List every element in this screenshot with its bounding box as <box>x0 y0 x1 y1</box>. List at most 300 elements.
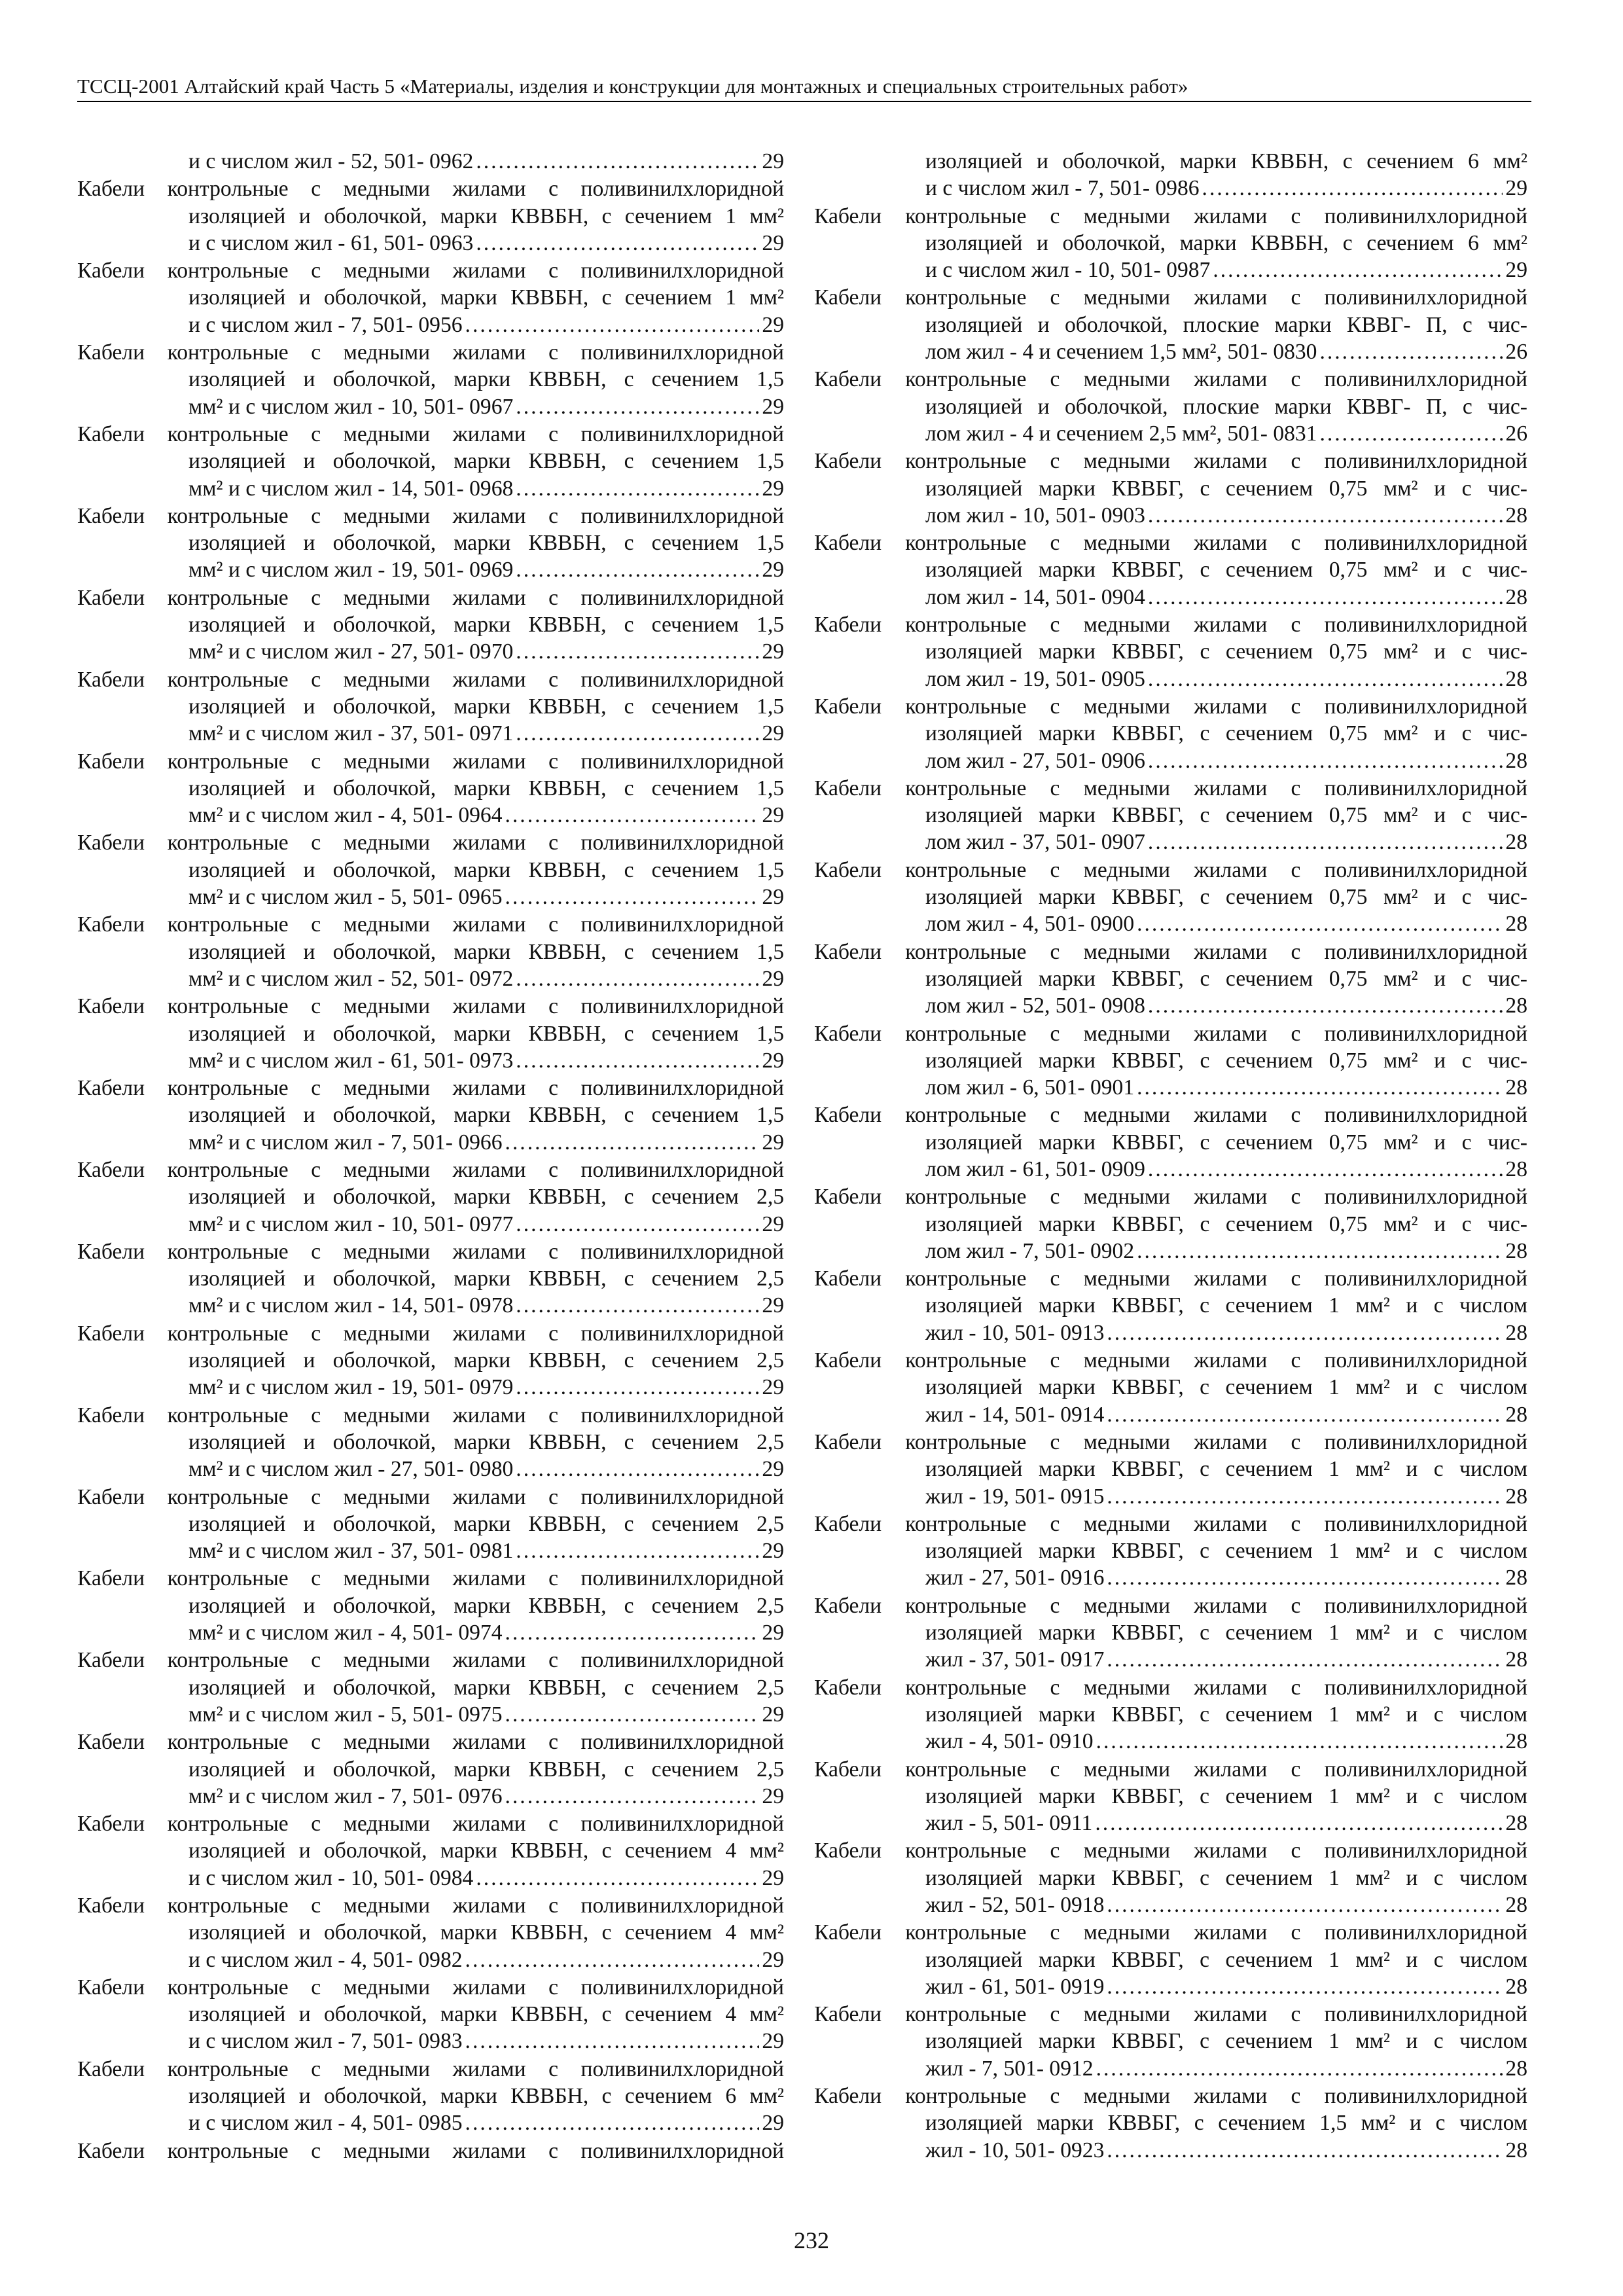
entry-text: мм² и с числом жил - 7, 501- 0966 <box>188 1130 503 1155</box>
entry-last-line <box>814 257 1527 283</box>
entry-page-ref: 29 <box>762 1457 784 1482</box>
entry-text: мм² и с числом жил - 14, 501- 0978 <box>188 1293 514 1318</box>
entry-title-line: Кабели контрольные с медными жилами с поливинилхлоридной <box>77 1812 784 1837</box>
entry-continuation-line: изоляцией марки КВВБГ, с сечением 1 мм² и с числом <box>925 1702 1527 1727</box>
entry-continuation-line: изоляцией марки КВВБГ, с сечением 1 мм² и с числом <box>925 2029 1527 2054</box>
entry-page-ref: 28 <box>1505 1566 1527 1590</box>
entry-text: лом жил - 7, 501- 0902 <box>925 1238 1135 1263</box>
entry-title-line: Кабели контрольные с медными жилами с поливинилхлоридной <box>814 694 1527 719</box>
dot-leader <box>516 393 759 420</box>
entry-continuation-line: изоляцией марки КВВБГ, с сечением 0,75 мм² и с чис- <box>925 885 1527 910</box>
entry-text: мм² и с числом жил - 4, 501- 0974 <box>188 1621 503 1645</box>
dot-leader <box>1148 502 1503 529</box>
entry-last-line <box>814 1564 1527 1591</box>
entry-last-line <box>814 1892 1527 1918</box>
index-entry <box>77 829 784 910</box>
index-entry <box>77 1157 784 1238</box>
entry-last-line <box>77 1701 784 1728</box>
entry-continuation-line: изоляцией и оболочкой, марки КВВБН, с сечением 1,5 <box>188 1021 784 1046</box>
entry-page-ref: 29 <box>762 1048 784 1073</box>
entry-continuation-line: изоляцией марки КВВБГ, с сечением 0,75 мм² и с чис- <box>925 1130 1527 1155</box>
entry-title-line: Кабели контрольные с медными жилами с поливинилхлоридной <box>77 422 784 446</box>
index-entry <box>77 2138 784 2164</box>
entry-text: лом жил - 61, 501- 0909 <box>925 1157 1145 1181</box>
entry-page-ref: 28 <box>1505 584 1527 609</box>
dot-leader <box>465 2109 760 2136</box>
entry-continuation-line: изоляцией и оболочкой, марки КВВБН, с сечением 1,5 <box>188 367 784 392</box>
entry-page-ref: 29 <box>1505 258 1527 283</box>
entry-title-line: Кабели контрольные с медными жилами с поливинилхлоридной <box>814 367 1527 392</box>
entry-page-ref: 29 <box>762 312 784 337</box>
entry-page-ref: 28 <box>1505 2056 1527 2081</box>
entry-last-line <box>77 312 784 338</box>
entry-page-ref: 28 <box>1505 1157 1527 1181</box>
dot-leader <box>1096 1728 1503 1755</box>
dot-leader <box>476 230 759 257</box>
entry-page-ref: 28 <box>1505 666 1527 691</box>
entry-continuation-line: изоляцией марки КВВБГ, с сечением 1 мм² и с числом <box>925 1621 1527 1645</box>
index-entry <box>77 175 784 257</box>
entry-last-line <box>814 666 1527 692</box>
dot-leader <box>1107 1401 1503 1428</box>
entry-text: мм² и с числом жил - 37, 501- 0981 <box>188 1539 514 1564</box>
entry-page-ref: 29 <box>762 1293 784 1318</box>
entry-title-line: Кабели контрольные с медными жилами с поливинилхлоридной <box>77 1566 784 1591</box>
entry-text: мм² и с числом жил - 10, 501- 0977 <box>188 1211 514 1236</box>
entry-title-line: Кабели контрольные с медными жилами с поливинилхлоридной <box>814 1757 1527 1782</box>
entry-title-line: Кабели контрольные с медными жилами с поливинилхлоридной <box>77 912 784 937</box>
dot-leader <box>1137 1238 1503 1265</box>
entry-last-line <box>77 556 784 583</box>
entry-continuation-line: изоляцией и оболочкой, плоские марки КВВГ- П, с чис- <box>925 394 1527 419</box>
entry-text: жил - 61, 501- 0919 <box>925 1974 1105 1999</box>
entry-last-line <box>814 1319 1527 1346</box>
dot-leader <box>505 1619 760 1646</box>
index-entry <box>77 1974 784 2055</box>
entry-text: мм² и с числом жил - 5, 501- 0975 <box>188 1702 503 1727</box>
entry-text: лом жил - 4 и сечением 2,5 мм², 501- 0831 <box>925 421 1317 446</box>
entry-page-ref: 28 <box>1505 1974 1527 1999</box>
dot-leader <box>1319 338 1503 365</box>
entry-page-ref: 29 <box>762 721 784 746</box>
entry-continuation-line: изоляцией марки КВВБГ, с сечением 1 мм² и с числом <box>925 1784 1527 1808</box>
index-entry <box>814 1183 1527 1265</box>
entry-title-line: Кабели контрольные с медными жилами с поливинилхлоридной <box>77 1321 784 1346</box>
entry-title-line: Кабели контрольные с медными жилами с поливинилхлоридной <box>77 259 784 283</box>
entry-last-line <box>77 393 784 420</box>
dot-leader <box>516 1047 759 1074</box>
entry-page-ref: 28 <box>1505 1647 1527 1672</box>
entry-last-line <box>814 992 1527 1019</box>
entry-title-line: Кабели контрольные с медными жилами с поливинилхлоридной <box>814 204 1527 228</box>
entry-page-ref: 28 <box>1505 912 1527 937</box>
entry-title-line: Кабели контрольные с медными жилами с поливинилхлоридной <box>77 1893 784 1918</box>
index-column-right <box>814 148 1527 2164</box>
entry-page-ref: 29 <box>1505 176 1527 201</box>
dot-leader <box>516 556 759 583</box>
entry-last-line <box>814 1156 1527 1183</box>
index-entry <box>814 1837 1527 1918</box>
entry-title-line: Кабели контрольные с медными жилами с поливинилхлоридной <box>814 1675 1527 1700</box>
entry-page-ref: 28 <box>1505 1893 1527 1917</box>
dot-leader <box>465 2028 760 2054</box>
index-entry <box>814 284 1527 365</box>
entry-title-line: Кабели контрольные с медными жилами с поливинилхлоридной <box>77 1484 784 1509</box>
entry-last-line <box>814 1074 1527 1101</box>
dot-leader <box>1137 910 1503 937</box>
entry-page-ref: 29 <box>762 1947 784 1972</box>
dot-leader <box>1213 257 1503 283</box>
entry-continuation-line: изоляцией марки КВВБГ, с сечением 0,75 мм² и с чис- <box>925 721 1527 746</box>
dot-leader <box>516 720 759 747</box>
entry-page-ref: 28 <box>1505 1238 1527 1263</box>
entry-page-ref: 28 <box>1505 1484 1527 1509</box>
entry-title-line: Кабели контрольные с медными жилами с поливинилхлоридной <box>814 1348 1527 1373</box>
index-entry <box>814 1592 1527 1674</box>
entry-last-line <box>77 2028 784 2054</box>
entry-last-line <box>814 1810 1527 1837</box>
entry-page-ref: 26 <box>1505 340 1527 365</box>
entry-text: лом жил - 10, 501- 0903 <box>925 503 1145 528</box>
index-entry <box>77 1729 784 1810</box>
entry-page-ref: 29 <box>762 230 784 255</box>
entry-continuation-line: изоляцией и оболочкой, плоские марки КВВГ- П, с чис- <box>925 312 1527 337</box>
entry-continuation-line: изоляцией и оболочкой, марки КВВБН, с сечением 2,5 <box>188 1511 784 1536</box>
entry-continuation-line: изоляцией марки КВВБГ, с сечением 1 мм² и с числом <box>925 1375 1527 1400</box>
dot-leader <box>1107 1319 1503 1346</box>
entry-title-line: Кабели контрольные с медными жилами с поливинилхлоридной <box>77 831 784 855</box>
entry-title-line: Кабели контрольные с медными жилами с поливинилхлоридной <box>77 1648 784 1673</box>
dot-leader <box>516 965 759 992</box>
index-entry <box>814 366 1527 447</box>
entry-text: и с числом жил - 10, 501- 0987 <box>925 258 1211 283</box>
entry-title-line: Кабели контрольные с медными жилами с поливинилхлоридной <box>814 1266 1527 1291</box>
entry-last-line <box>77 1456 784 1482</box>
entry-text: мм² и с числом жил - 27, 501- 0970 <box>188 639 514 664</box>
entry-continuation-line: изоляцией и оболочкой, марки КВВБН, с сечением 6 мм² <box>188 2084 784 2109</box>
entry-last-line <box>77 148 784 175</box>
entry-page-ref: 29 <box>762 476 784 501</box>
entry-title-line: Кабели контрольные с медными жилами с поливинилхлоридной <box>814 2084 1527 2109</box>
entry-page-ref: 28 <box>1505 748 1527 773</box>
entry-page-ref: 29 <box>762 1702 784 1727</box>
entry-title-line: Кабели контрольные с медными жилами с поливинилхлоридной <box>77 749 784 774</box>
entry-title-line: Кабели контрольные с медными жилами с поливинилхлоридной <box>814 1185 1527 1210</box>
entry-last-line <box>77 884 784 910</box>
entry-page-ref: 28 <box>1505 1320 1527 1345</box>
dot-leader <box>516 1374 759 1401</box>
entry-last-line <box>814 1646 1527 1673</box>
dot-leader <box>516 475 759 502</box>
entry-page-ref: 29 <box>762 1130 784 1155</box>
entry-text: жил - 37, 501- 0917 <box>925 1647 1105 1672</box>
index-entry <box>814 1347 1527 1428</box>
entry-last-line <box>77 638 784 665</box>
entry-continuation-line: изоляцией марки КВВБГ, с сечением 1,5 мм² и с числом <box>925 2111 1527 2136</box>
entry-text: мм² и с числом жил - 14, 501- 0968 <box>188 476 514 501</box>
dot-leader <box>465 1946 760 1973</box>
entry-title-line: Кабели контрольные с медными жилами с поливинилхлоридной <box>77 2138 784 2163</box>
entry-last-line <box>814 2137 1527 2164</box>
dot-leader <box>516 1292 759 1319</box>
entry-title-line: Кабели контрольные с медными жилами с поливинилхлоридной <box>814 2002 1527 2027</box>
entry-title-line: Кабели контрольные с медными жилами с поливинилхлоридной <box>77 2056 784 2081</box>
entry-continuation-line: изоляцией марки КВВБГ, с сечением 1 мм² и с числом <box>925 1865 1527 1890</box>
index-entry <box>77 911 784 992</box>
entry-text: и с числом жил - 4, 501- 0985 <box>188 2111 463 2136</box>
entry-text: и с числом жил - 52, 501- 0962 <box>188 149 474 173</box>
entry-last-line <box>814 1728 1527 1755</box>
index-entry <box>814 1511 1527 1592</box>
entry-page-ref: 29 <box>762 2029 784 2054</box>
entry-title-line: Кабели контрольные с медными жилами с поливинилхлоридной <box>77 1239 784 1264</box>
entry-continuation-line: изоляцией и оболочкой, марки КВВБН, с сечением 6 мм² <box>925 230 1527 255</box>
entry-last-line <box>814 338 1527 365</box>
index-entry <box>77 1238 784 1319</box>
entry-continuation-line: изоляцией и оболочкой, марки КВВБН, с сечением 2,5 <box>188 1266 784 1291</box>
entry-last-line <box>814 1483 1527 1510</box>
entry-page-ref: 28 <box>1505 2138 1527 2162</box>
index-entry <box>77 503 784 584</box>
entry-continuation-line: изоляцией и оболочкой, марки КВВБН, с сечением 1,5 <box>188 857 784 882</box>
entry-page-ref: 28 <box>1505 1811 1527 1836</box>
dot-leader <box>1096 2055 1503 2082</box>
entry-page-ref: 29 <box>762 885 784 910</box>
dot-leader <box>505 1129 760 1156</box>
entry-continuation-line: изоляцией и оболочкой, марки КВВБН, с сечением 1,5 <box>188 531 784 556</box>
index-entry <box>814 1919 1527 2000</box>
entry-text: мм² и с числом жил - 10, 501- 0967 <box>188 394 514 419</box>
index-entry <box>814 148 1527 202</box>
index-entry <box>814 529 1527 611</box>
entry-text: мм² и с числом жил - 19, 501- 0969 <box>188 558 514 583</box>
entry-continuation-line: изоляцией марки КВВБГ, с сечением 0,75 мм² и с чис- <box>925 1211 1527 1236</box>
entry-title-line: Кабели контрольные с медными жилами с поливинилхлоридной <box>814 1103 1527 1128</box>
entry-continuation-line: изоляцией марки КВВБГ, с сечением 1 мм² и с числом <box>925 1293 1527 1318</box>
entry-title-line: Кабели контрольные с медными жилами с поливинилхлоридной <box>77 177 784 202</box>
entry-continuation-line: изоляцией и оболочкой, марки КВВБН, с сечением 1,5 <box>188 776 784 800</box>
index-entry <box>814 2001 1527 2082</box>
entry-page-ref: 29 <box>762 1211 784 1236</box>
index-column-left <box>77 148 784 2165</box>
dot-leader <box>1137 1074 1503 1101</box>
entry-page-ref: 29 <box>762 803 784 828</box>
index-entry <box>814 1020 1527 1102</box>
entry-last-line <box>814 747 1527 774</box>
index-entry <box>77 1075 784 1156</box>
index-entry <box>77 2056 784 2137</box>
entry-text: мм² и с числом жил - 27, 501- 0980 <box>188 1457 514 1482</box>
entry-continuation-line: изоляцией марки КВВБГ, с сечением 0,75 мм² и с чис- <box>925 803 1527 828</box>
entry-text: жил - 27, 501- 0916 <box>925 1566 1105 1590</box>
entry-continuation-line: изоляцией марки КВВБГ, с сечением 0,75 мм² и с чис- <box>925 558 1527 583</box>
entry-continuation-line: изоляцией марки КВВБГ, с сечением 1 мм² и с числом <box>925 1539 1527 1564</box>
index-entry <box>77 1484 784 1565</box>
index-entry <box>814 1429 1527 1510</box>
entry-text: мм² и с числом жил - 37, 501- 0971 <box>188 721 514 746</box>
entry-page-ref: 29 <box>762 639 784 664</box>
entry-last-line <box>77 1865 784 1892</box>
entry-continuation-line: изоляцией марки КВВБГ, с сечением 1 мм² и с числом <box>925 1947 1527 1972</box>
entry-text: лом жил - 14, 501- 0904 <box>925 584 1145 609</box>
entry-title-line: Кабели контрольные с медными жилами с поливинилхлоридной <box>814 1920 1527 1945</box>
entry-last-line <box>814 1238 1527 1265</box>
entry-last-line <box>77 1292 784 1319</box>
entry-text: мм² и с числом жил - 5, 501- 0965 <box>188 885 503 910</box>
entry-continuation-line: изоляцией и оболочкой, марки КВВБН, с сечением 1,5 <box>188 449 784 474</box>
dot-leader <box>516 1537 759 1564</box>
entry-text: лом жил - 6, 501- 0901 <box>925 1075 1135 1100</box>
entry-title-line: Кабели контрольные с медными жилами с поливинилхлоридной <box>77 667 784 692</box>
entry-text: жил - 52, 501- 0918 <box>925 1893 1105 1917</box>
index-entry <box>77 148 784 175</box>
entry-page-ref: 29 <box>762 1865 784 1890</box>
dot-leader <box>1148 829 1503 855</box>
entry-page-ref: 29 <box>762 394 784 419</box>
page-number: 232 <box>794 2227 829 2253</box>
entry-last-line <box>77 1619 784 1646</box>
entry-last-line <box>77 1537 784 1564</box>
index-entry <box>814 1756 1527 1837</box>
entry-text: мм² и с числом жил - 61, 501- 0973 <box>188 1048 514 1073</box>
entry-text: лом жил - 37, 501- 0907 <box>925 830 1145 855</box>
entry-title-line: Кабели контрольные с медными жилами с поливинилхлоридной <box>814 776 1527 800</box>
dot-leader <box>505 802 760 829</box>
entry-text: лом жил - 19, 501- 0905 <box>925 666 1145 691</box>
entry-continuation-line: изоляцией и оболочкой, марки КВВБН, с сечением 2,5 <box>188 1593 784 1618</box>
entry-text: жил - 10, 501- 0913 <box>925 1320 1105 1345</box>
entry-title-line: Кабели контрольные с медными жилами с поливинилхлоридной <box>77 1403 784 1427</box>
dot-leader <box>1148 1156 1503 1183</box>
index-entry <box>814 203 1527 284</box>
entry-title-line: Кабели контрольные с медными жилами с поливинилхлоридной <box>814 1021 1527 1046</box>
index-entry <box>77 339 784 420</box>
entry-page-ref: 29 <box>762 558 784 583</box>
entry-page-ref: 29 <box>762 1539 784 1564</box>
entry-text: и с числом жил - 4, 501- 0982 <box>188 1947 463 1972</box>
entry-page-ref: 29 <box>762 1375 784 1400</box>
entry-text: мм² и с числом жил - 4, 501- 0964 <box>188 803 503 828</box>
entry-last-line <box>77 1211 784 1238</box>
entry-text: жил - 10, 501- 0923 <box>925 2138 1105 2162</box>
dot-leader <box>1107 2137 1503 2164</box>
entry-text: жил - 4, 501- 0910 <box>925 1729 1094 1754</box>
entry-last-line <box>77 1946 784 1973</box>
entry-text: мм² и с числом жил - 7, 501- 0976 <box>188 1784 503 1808</box>
entry-page-ref: 26 <box>1505 421 1527 446</box>
entry-title-line: Кабели контрольные с медными жилами с поливинилхлоридной <box>814 1839 1527 1863</box>
index-entry <box>814 2083 1527 2164</box>
entry-title-line: Кабели контрольные с медными жилами с поливинилхлоридной <box>814 857 1527 882</box>
index-entry <box>814 939 1527 1020</box>
entry-title-line: Кабели контрольные с медными жилами с поливинилхлоридной <box>77 1157 784 1182</box>
entry-page-ref: 28 <box>1505 830 1527 855</box>
entry-title-line: Кабели контрольные с медными жилами с поливинилхлоридной <box>814 1511 1527 1536</box>
entry-page-ref: 28 <box>1505 503 1527 528</box>
entry-page-ref: 29 <box>762 1784 784 1808</box>
entry-continuation-line: изоляцией марки КВВБГ, с сечением 0,75 мм² и с чис- <box>925 476 1527 501</box>
entry-last-line <box>814 2055 1527 2082</box>
index-entry <box>77 993 784 1074</box>
entry-last-line <box>814 502 1527 529</box>
entry-page-ref: 28 <box>1505 1729 1527 1754</box>
entry-last-line <box>77 1783 784 1810</box>
index-entry <box>814 775 1527 856</box>
entry-text: и с числом жил - 7, 501- 0983 <box>188 2029 463 2054</box>
dot-leader <box>1148 992 1503 1019</box>
entry-text: жил - 7, 501- 0912 <box>925 2056 1094 2081</box>
entry-text: лом жил - 4, 501- 0900 <box>925 912 1135 937</box>
entry-continuation-line: изоляцией и оболочкой, марки КВВБН, с сечением 2,5 <box>188 1185 784 1210</box>
index-entry <box>77 1810 784 1892</box>
dot-leader <box>1148 747 1503 774</box>
entry-last-line <box>77 2109 784 2136</box>
index-entry <box>814 448 1527 529</box>
entry-continuation-line: изоляцией и оболочкой, марки КВВБН, с сечением 1,5 <box>188 939 784 964</box>
entry-last-line <box>814 584 1527 611</box>
index-entry <box>814 1265 1527 1346</box>
index-entry <box>77 1892 784 1973</box>
index-entry <box>814 1674 1527 1755</box>
dot-leader <box>505 884 760 910</box>
entry-page-ref: 29 <box>762 1621 784 1645</box>
entry-page-ref: 29 <box>762 2111 784 2136</box>
entry-last-line <box>814 829 1527 855</box>
entry-continuation-line: изоляцией и оболочкой, марки КВВБН, с сечением 2,5 <box>188 1348 784 1373</box>
index-entry <box>77 1647 784 1728</box>
entry-continuation-line: изоляцией и оболочкой, марки КВВБН, с сечением 1 мм² <box>188 204 784 228</box>
entry-continuation-line: изоляцией и оболочкой, марки КВВБН, с сечением 2,5 <box>188 1675 784 1700</box>
entry-last-line <box>77 1374 784 1401</box>
entry-continuation-line: изоляцией и оболочкой, марки КВВБН, с сечением 1 мм² <box>188 285 784 310</box>
entry-last-line <box>814 175 1527 202</box>
dot-leader <box>1107 1892 1503 1918</box>
entry-title-line: Кабели контрольные с медными жилами с поливинилхлоридной <box>814 939 1527 964</box>
entry-continuation-line: изоляцией и оболочкой, марки КВВБН, с сечением 1,5 <box>188 1103 784 1128</box>
dot-leader <box>1107 1564 1503 1591</box>
entry-continuation-line: изоляцией и оболочкой, марки КВВБН, с сечением 4 мм² <box>188 1920 784 1945</box>
entry-continuation-line: изоляцией марки КВВБГ, с сечением 0,75 мм² и с чис- <box>925 966 1527 991</box>
entry-text: и с числом жил - 7, 501- 0986 <box>925 176 1200 201</box>
index-entry <box>77 666 784 747</box>
entry-page-ref: 28 <box>1505 1402 1527 1427</box>
running-header: ТССЦ-2001 Алтайский край Часть 5 «Материалы, изделия и конструкции для монтажных и специальных строительных работ» <box>77 73 1531 102</box>
dot-leader <box>465 312 760 338</box>
entry-text: и с числом жил - 10, 501- 0984 <box>188 1865 474 1890</box>
entry-title-line: Кабели контрольные с медными жилами с поливинилхлоридной <box>814 1593 1527 1618</box>
entry-text: мм² и с числом жил - 19, 501- 0979 <box>188 1375 514 1400</box>
entry-last-line <box>77 475 784 502</box>
entry-last-line <box>814 1401 1527 1428</box>
index-entry <box>77 1565 784 1646</box>
entry-continuation-line: изоляцией и оболочкой, марки КВВБН, с сечением 1,5 <box>188 694 784 719</box>
entry-continuation-line: изоляцией и оболочкой, марки КВВБН, с сечением 4 мм² <box>188 1839 784 1863</box>
entry-continuation-line: изоляцией марки КВВБГ, с сечением 1 мм² и с числом <box>925 1457 1527 1482</box>
index-entry <box>77 748 784 829</box>
entry-page-ref: 29 <box>762 149 784 173</box>
dot-leader <box>1107 1646 1503 1673</box>
entry-page-ref: 29 <box>762 966 784 991</box>
dot-leader <box>1148 584 1503 611</box>
dot-leader <box>1319 420 1503 447</box>
entry-title-line: Кабели контрольные с медными жилами с поливинилхлоридной <box>814 613 1527 637</box>
entry-title-line: Кабели контрольные с медными жилами с поливинилхлоридной <box>77 340 784 365</box>
entry-text: лом жил - 52, 501- 0908 <box>925 994 1145 1018</box>
entry-text: лом жил - 27, 501- 0906 <box>925 748 1145 773</box>
entry-title-line: Кабели контрольные с медными жилами с поливинилхлоридной <box>77 1076 784 1101</box>
index-entry <box>814 611 1527 692</box>
dot-leader <box>1148 666 1503 692</box>
